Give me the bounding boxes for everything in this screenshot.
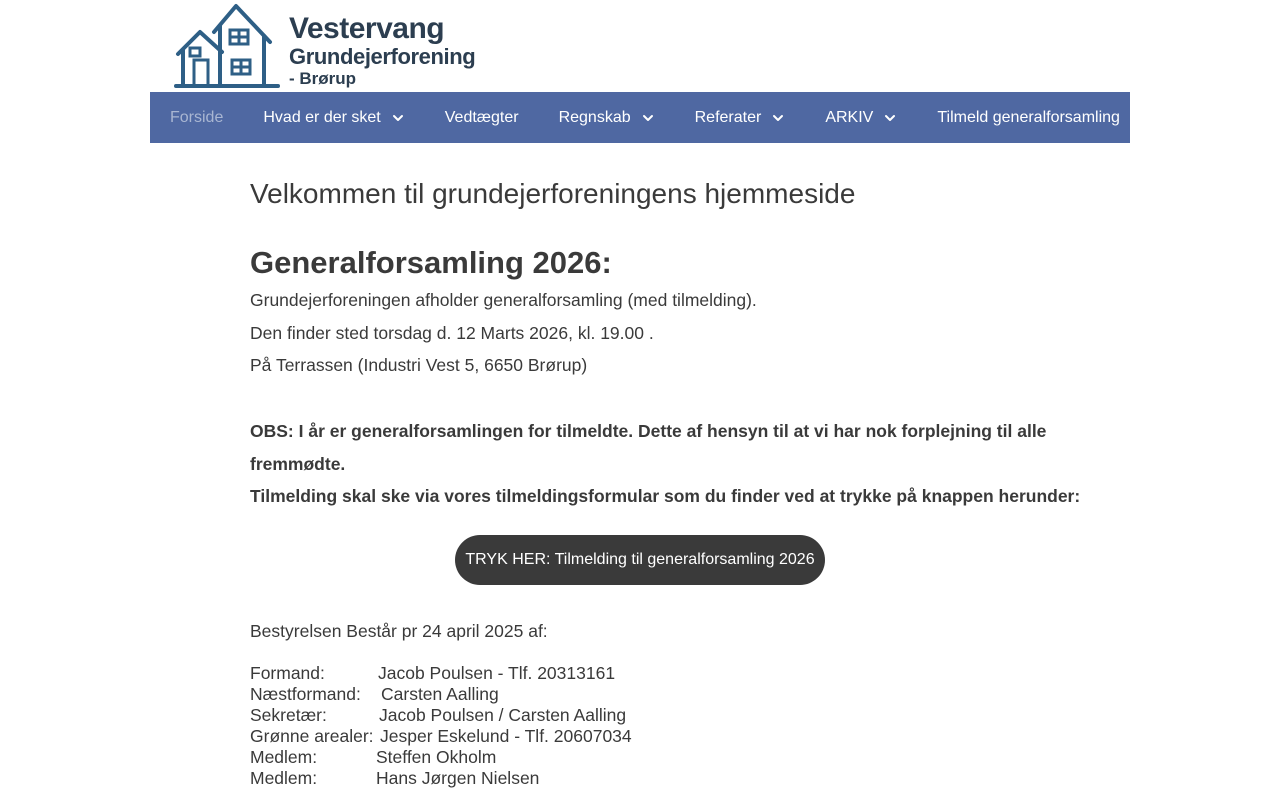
board-name: Steffen Okholm bbox=[376, 747, 497, 767]
nav-item-label: Regnskab bbox=[558, 108, 631, 126]
board-member-row bbox=[250, 663, 632, 684]
board-name: Carsten Aalling bbox=[381, 684, 499, 704]
obs-notice: OBS: I år er generalforsamlingen for tilmeldte. Dette af hensyn til at vi har nok forplejning til alle bbox=[250, 421, 1047, 441]
main-navigation bbox=[150, 92, 1130, 143]
house-logo-icon bbox=[174, 2, 284, 90]
nav-item-arkiv[interactable] bbox=[805, 92, 917, 143]
nav-item-label: Hvad er der sket bbox=[263, 108, 381, 126]
nav-item-forside[interactable] bbox=[150, 92, 243, 143]
nav-item-label: Referater bbox=[694, 108, 762, 126]
nav-item-vedtaegter[interactable] bbox=[425, 92, 539, 143]
board-name: Jesper Eskelund - Tlf. 20607034 bbox=[380, 726, 632, 746]
nav-item-regnskab[interactable] bbox=[539, 92, 675, 143]
board-list bbox=[250, 663, 632, 789]
logo-location: - Brørup bbox=[289, 69, 357, 88]
board-name: Jacob Poulsen / Carsten Aalling bbox=[379, 705, 627, 725]
info-line: På Terrassen (Industri Vest 5, 6650 Brørup) bbox=[250, 355, 588, 375]
logo-subtitle: Grundejerforening bbox=[289, 44, 476, 69]
board-member-row bbox=[250, 726, 632, 747]
board-role: Sekretær: bbox=[250, 705, 327, 725]
board-role: Grønne arealer: bbox=[250, 726, 374, 746]
nav-item-label: ARKIV bbox=[825, 108, 874, 126]
logo-title: Vestervang bbox=[289, 12, 445, 45]
board-member-row bbox=[250, 684, 632, 705]
obs-notice-continued: fremmødte. bbox=[250, 454, 346, 474]
cta-container bbox=[250, 535, 1030, 585]
nav-item-label: Vedtægter bbox=[444, 108, 519, 126]
board-member-row bbox=[250, 747, 632, 768]
board-role: Næstformand: bbox=[250, 684, 361, 704]
chevron-down-icon bbox=[771, 111, 785, 125]
board-role: Medlem: bbox=[250, 747, 318, 767]
board-member-row bbox=[250, 705, 632, 726]
board-name: Jacob Poulsen - Tlf. 20313161 bbox=[378, 663, 616, 683]
page-title: Velkommen til grundejerforeningens hjemmeside bbox=[250, 178, 856, 209]
signup-button[interactable]: TRYK HER: Tilmelding til generalforsamling 2026 bbox=[455, 535, 824, 585]
chevron-down-icon bbox=[391, 111, 405, 125]
board-name: Hans Jørgen Nielsen bbox=[376, 768, 540, 788]
site-header bbox=[150, 0, 1130, 92]
board-member-row bbox=[250, 768, 632, 789]
generalforsamling-heading: Generalforsamling 2026: bbox=[250, 245, 612, 280]
signup-instruction: Tilmelding skal ske via vores tilmeldingsformular som du finder ved at trykke på knappen herunder: bbox=[250, 486, 1081, 506]
site-logo[interactable] bbox=[174, 2, 476, 90]
board-role: Formand: bbox=[250, 663, 325, 683]
nav-item-referater[interactable] bbox=[675, 92, 806, 143]
nav-item-hvad-er-der-sket[interactable] bbox=[243, 92, 424, 143]
board-intro: Bestyrelsen Består pr 24 april 2025 af: bbox=[250, 621, 548, 641]
nav-item-tilmeld-generalforsamling[interactable] bbox=[917, 92, 1139, 143]
nav-item-label: Tilmeld generalforsamling bbox=[937, 108, 1120, 126]
info-line: Grundejerforeningen afholder generalforsamling (med tilmelding). bbox=[250, 290, 757, 310]
board-role: Medlem: bbox=[250, 768, 318, 788]
chevron-down-icon bbox=[883, 111, 897, 125]
chevron-down-icon bbox=[641, 111, 655, 125]
nav-item-label: Forside bbox=[170, 108, 224, 126]
info-line: Den finder sted torsdag d. 12 Marts 2026, kl. 19.00 . bbox=[250, 323, 654, 343]
